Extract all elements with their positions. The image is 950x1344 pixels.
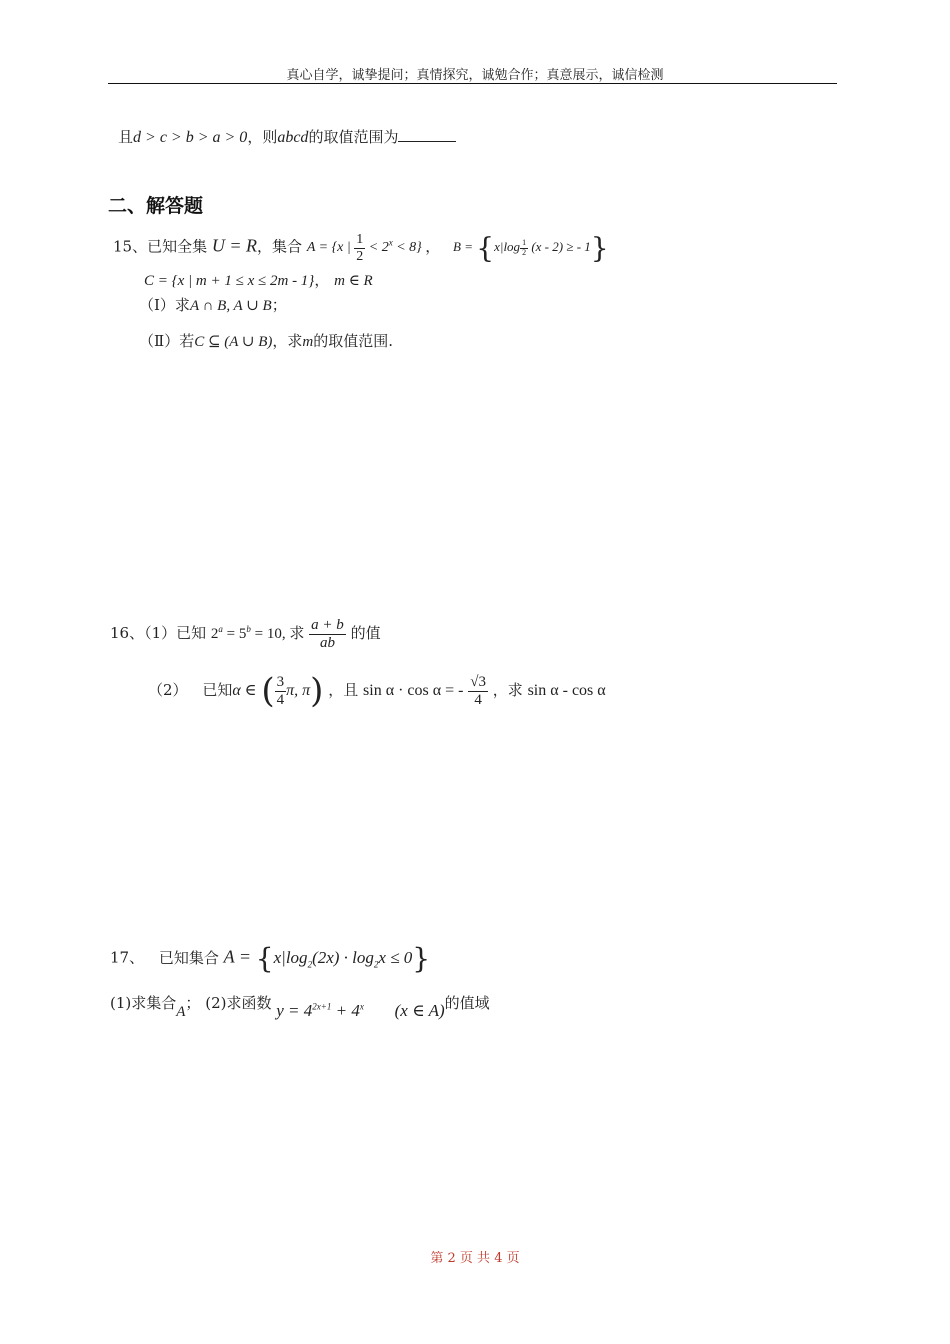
page-number: 第 2 页 共 4 页 bbox=[430, 1251, 520, 1266]
q16-number: 16、 bbox=[110, 624, 145, 642]
q15-b-base-den: 2 bbox=[522, 248, 527, 257]
q15-set-c: C = {x | m + 1 ≤ x ≤ 2m - 1} bbox=[144, 273, 315, 289]
q16-line2 bbox=[148, 671, 606, 711]
q16-p2-sqrt-den: 4 bbox=[468, 691, 488, 709]
q15-number: 15、 bbox=[113, 237, 148, 256]
q16-p2-open-paren: ( bbox=[261, 671, 275, 711]
q17-func-exp2: x bbox=[359, 1001, 364, 1012]
q17-domain: (x ∈ A) bbox=[394, 1001, 445, 1020]
q15-line2 bbox=[144, 269, 373, 290]
q15-part2-end: 的取值范围. bbox=[313, 332, 394, 350]
q17-part1-end: ； bbox=[185, 994, 201, 1012]
q16-p1-fraction bbox=[309, 617, 346, 651]
q17-a-rhs: x ≤ 0 bbox=[378, 947, 413, 967]
q15-part2-mid: ，求 bbox=[272, 332, 303, 350]
q17-a-mid: (2x) · log bbox=[312, 947, 374, 967]
q17-func: y = 4 bbox=[276, 1001, 313, 1020]
q16-p1-equation bbox=[211, 626, 289, 642]
q17-a-body: x|log bbox=[273, 947, 308, 967]
q15-a-frac-den: 2 bbox=[356, 248, 364, 264]
q15-part1-expr: A ∩ B, A ∪ B bbox=[189, 298, 272, 314]
q15-b-close-brace: } bbox=[590, 232, 609, 265]
q16-p1-a-exp: a bbox=[218, 624, 223, 634]
q15-part2-expr: C ⊆ (A ∪ B) bbox=[194, 334, 273, 350]
q17-part2: (2)求函数 bbox=[205, 994, 272, 1012]
q15-a-lhs: A = {x | bbox=[306, 240, 351, 256]
q16-p1-frac-den: ab bbox=[309, 634, 346, 652]
q17-set-body bbox=[274, 948, 413, 967]
q17-a-base1: 2 bbox=[307, 958, 313, 969]
q14-condition: d > c > b > a > 0 bbox=[133, 129, 248, 146]
q15-a-exp: x bbox=[388, 237, 393, 248]
q16-p2-interval-rest: π, π bbox=[286, 682, 311, 699]
q15-part2-label: （Ⅱ）若 bbox=[139, 332, 195, 350]
q17-a-lhs: A = bbox=[223, 946, 251, 967]
q15-part1-label: （Ⅰ）求 bbox=[139, 296, 190, 314]
q16-p2-known: 已知 bbox=[202, 681, 233, 699]
q16-p2-sqrt: √3 bbox=[470, 674, 486, 690]
q15-set-b bbox=[453, 232, 609, 265]
q16-p1-frac-num: a + b bbox=[311, 617, 344, 633]
q15-set-a bbox=[306, 232, 425, 264]
q16-p1-rhs: = 10, bbox=[254, 626, 286, 642]
q16-p2-alpha: α ∈ bbox=[232, 682, 257, 699]
q16-p2-sqrt-fraction bbox=[468, 674, 488, 708]
q16-line1 bbox=[110, 617, 381, 651]
q15-a-mid: < 2 bbox=[368, 240, 389, 256]
q17-line2 bbox=[110, 992, 490, 1020]
q16-p2-close-paren: ) bbox=[310, 671, 324, 711]
header-divider bbox=[108, 83, 837, 84]
q17-line1 bbox=[110, 942, 430, 975]
q17-part1-var: A bbox=[176, 1004, 186, 1020]
q16-p1-b-exp: b bbox=[246, 624, 251, 634]
q16-p1-end: 的值 bbox=[350, 624, 381, 642]
q16-p1-ask: 求 bbox=[289, 624, 305, 642]
q15-m-def: m ∈ R bbox=[334, 273, 373, 289]
q17-func-plus: + 4 bbox=[335, 1001, 360, 1020]
q17-part2-end: 的值域 bbox=[444, 994, 490, 1012]
q15-a-fraction bbox=[354, 232, 365, 264]
q16-part1-label: （1）已知 bbox=[144, 624, 207, 642]
q17-a-base2: 2 bbox=[373, 958, 379, 969]
q15-b-body: x|log bbox=[494, 239, 521, 255]
q16-p2-target: sin α - cos α bbox=[527, 682, 606, 699]
q17-part1: (1)求集合 bbox=[110, 994, 177, 1012]
q14-mid: ，则 bbox=[247, 128, 278, 146]
q15-universe: U = R bbox=[211, 235, 258, 256]
q16-p2-fraction bbox=[275, 674, 287, 708]
header-motto: 真心自学，诚挚提问；真情探究，诚勉合作；真意展示，诚信检测 bbox=[286, 68, 664, 83]
q15-c-sep: ， bbox=[314, 271, 330, 289]
q15-set-word: ，集合 bbox=[257, 237, 303, 256]
q16-p2-frac-num: 3 bbox=[276, 674, 285, 690]
q16-p2-expr: sin α · cos α = - bbox=[363, 682, 464, 699]
q15-part1 bbox=[139, 294, 287, 315]
q15-b-rhs: (x - 2) ≥ - 1 bbox=[531, 239, 591, 255]
q15-part2 bbox=[139, 330, 393, 351]
section-title: 二、解答题 bbox=[108, 195, 204, 217]
q14-suffix: 的取值范围为 bbox=[308, 128, 399, 146]
q15-line1 bbox=[113, 232, 609, 265]
q17-intro: 已知集合 bbox=[158, 948, 219, 967]
q16-p1-b: = 5 bbox=[226, 626, 247, 642]
answer-blank bbox=[398, 129, 456, 142]
q15-intro: 已知全集 bbox=[147, 237, 208, 256]
q15-part2-var: m bbox=[302, 334, 314, 350]
q17-number: 17、 bbox=[110, 948, 145, 967]
q15-b-base bbox=[520, 239, 528, 258]
q16-part2-label: （2） bbox=[148, 681, 188, 699]
q15-part1-end: ； bbox=[271, 296, 287, 314]
q17-open-brace: { bbox=[255, 942, 274, 975]
q16-p1-a: 2 bbox=[210, 626, 219, 642]
q14-product: abcd bbox=[277, 129, 309, 146]
q15-b-lhs: B = bbox=[453, 239, 474, 255]
q15-a-rhs: < 8} bbox=[396, 240, 422, 256]
q15-a-frac-num: 1 bbox=[356, 232, 364, 248]
q16-p2-and: ，且 bbox=[328, 681, 359, 699]
q17-function bbox=[276, 1001, 364, 1020]
q17-close-brace: } bbox=[412, 942, 431, 975]
q17-func-exp1: 2x+1 bbox=[312, 1001, 332, 1012]
q15-b-open-brace: { bbox=[476, 232, 495, 265]
q14-prefix: 且 bbox=[118, 128, 134, 146]
q14-line bbox=[118, 126, 456, 147]
q16-p2-ask: ，求 bbox=[492, 681, 523, 699]
q15-sep: ， bbox=[425, 237, 441, 256]
q15-b-base-num: 1 bbox=[522, 238, 527, 248]
q16-p2-frac-den: 4 bbox=[276, 691, 285, 708]
